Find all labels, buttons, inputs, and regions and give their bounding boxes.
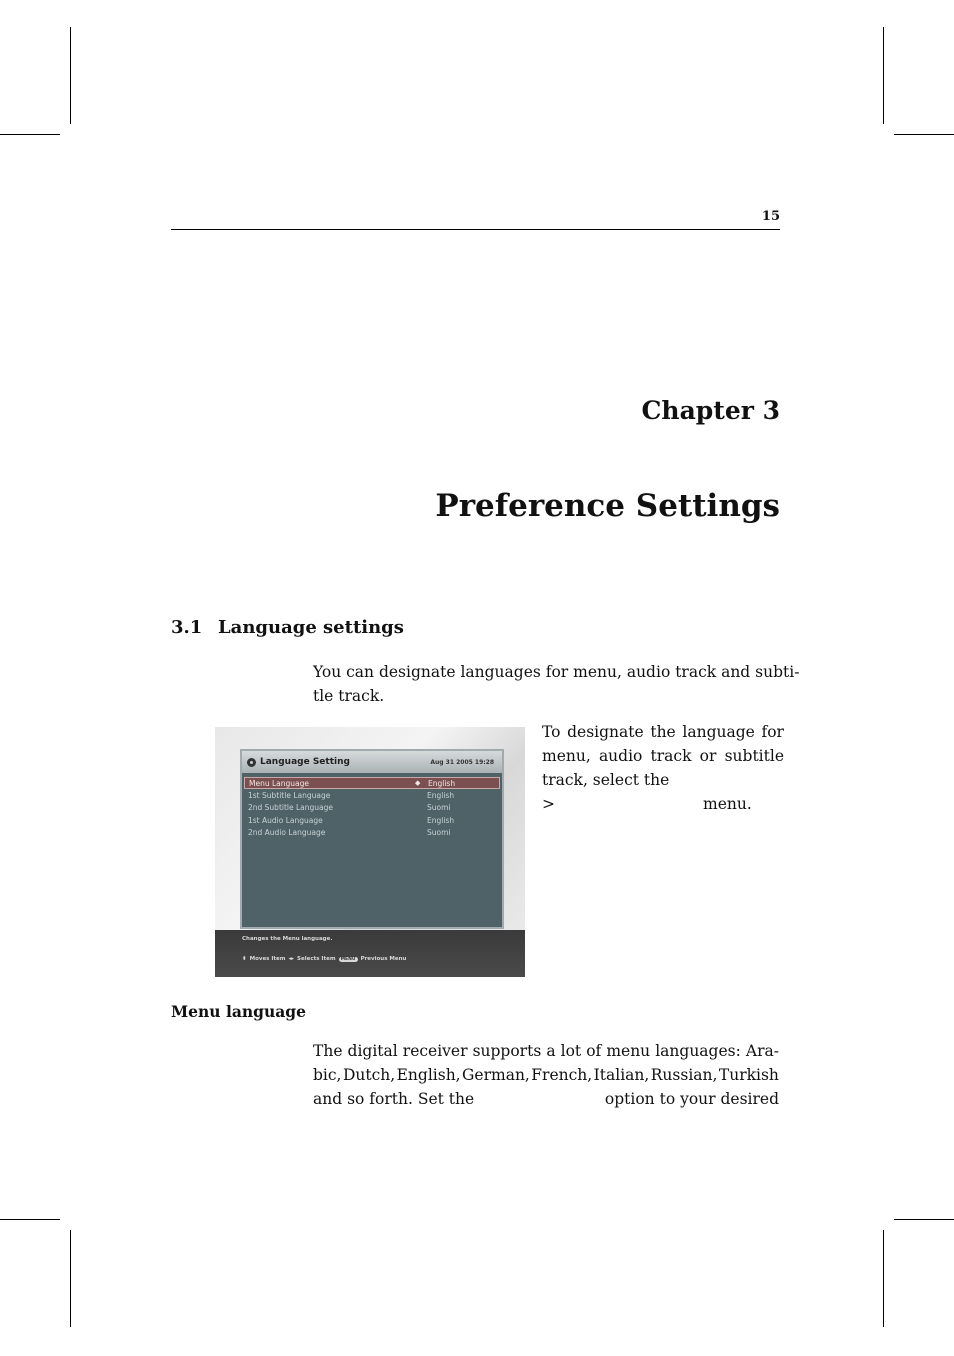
text-line: tle track.: [313, 687, 385, 705]
setting-row-menu-language[interactable]: Menu Language ◆ English: [244, 777, 500, 789]
left-right-arrow-icon: ◂▸: [288, 956, 295, 962]
text-line: You can designate languages for menu, audio track and subti-: [313, 663, 800, 681]
text-line: menu, audio track or subtitle: [542, 747, 784, 765]
header-rule: [171, 229, 780, 230]
figure-side-text: [542, 720, 784, 816]
page-number: 15: [761, 209, 780, 224]
setting-row-1st-audio-language[interactable]: 1st Audio Language English: [248, 815, 455, 825]
left-right-arrow-icon: ◆: [415, 779, 421, 788]
help-bar: ⬍ Moves Item ◂▸ Selects Item MENU Previous Menu: [242, 956, 407, 962]
subsection-heading: Menu language: [171, 1002, 307, 1021]
up-down-arrow-icon: ⬍: [242, 956, 247, 962]
text-line: The digital receiver supports a lot of menu languages: Ara-: [313, 1042, 779, 1060]
language-setting-screenshot: [215, 727, 525, 977]
text-line: > menu.: [542, 795, 752, 813]
settings-list: [242, 773, 502, 839]
text-line: track, select the: [542, 771, 670, 789]
panel-title: Language Setting: [260, 757, 350, 767]
crop-mark: [70, 1230, 71, 1327]
setting-row-1st-subtitle-language[interactable]: 1st Subtitle Language English: [248, 791, 455, 801]
text-line: To designate the language for: [542, 723, 784, 741]
crop-mark: [70, 27, 71, 124]
text-line: bic, Dutch, English, German, French, Italian, Russian, Turkish: [313, 1066, 779, 1084]
panel-date: Aug 31 2005 19:28: [430, 758, 494, 766]
section-title: Language settings: [218, 617, 404, 638]
text-line: and so forth. Set the option to your desired: [313, 1090, 779, 1108]
section-heading: [171, 617, 404, 638]
section-number: 3.1: [171, 617, 203, 638]
setting-row-2nd-audio-language[interactable]: 2nd Audio Language Suomi: [248, 828, 451, 838]
chapter-label: Chapter 3: [641, 396, 780, 425]
status-bar: [215, 930, 525, 977]
crop-mark: [0, 134, 60, 135]
panel-header: [242, 751, 502, 773]
crop-mark: [883, 1230, 884, 1327]
setting-row-2nd-subtitle-language[interactable]: 2nd Subtitle Language Suomi: [248, 803, 451, 813]
crop-mark: [894, 134, 954, 135]
crop-mark: [883, 27, 884, 124]
settings-panel: [240, 749, 504, 929]
menu-language-paragraph: [313, 1039, 779, 1111]
menu-key-icon: MENU: [340, 956, 356, 962]
chapter-title: Preference Settings: [435, 488, 780, 524]
section-intro: [313, 660, 800, 708]
crop-mark: [0, 1219, 60, 1220]
gear-icon: [247, 758, 256, 767]
status-message: Changes the Menu language.: [242, 936, 333, 942]
crop-mark: [894, 1219, 954, 1220]
